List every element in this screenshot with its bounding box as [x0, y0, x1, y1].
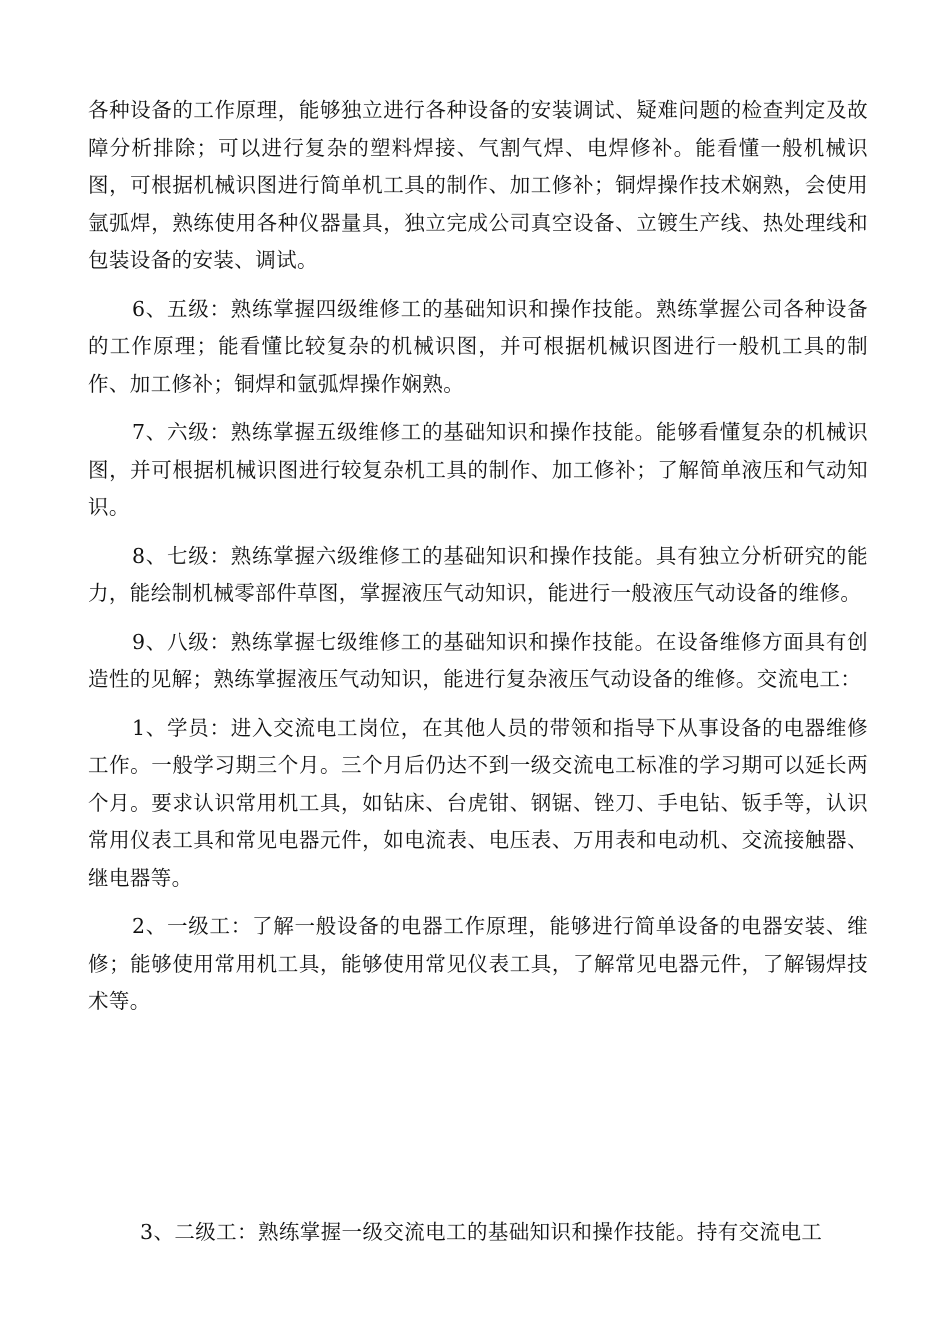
- paragraph-level-7: 8、七级：熟练掌握六级维修工的基础知识和操作技能。具有独立分析研究的能力，能绘制机械零部件草图，掌握液压气动知识，能进行一般液压气动设备的维修。: [88, 543, 868, 605]
- paragraph-electrician-trainee: 1、学员：进入交流电工岗位，在其他人员的带领和指导下从事设备的电器维修工作。一般学习期三个月。三个月后仍达不到一级交流电工标准的学习期可以延长两个月。要求认识常用机工具，如钻床、台虎钳、钢锯、锉刀、手电钻、钣手等，认识常用仪表工具和常见电器元件，如电流表、电压表、万用表和电动机、交流接触器、继电器等。: [88, 715, 868, 890]
- paragraph-level-5: 6、五级：熟练掌握四级维修工的基础知识和操作技能。熟练掌握公司各种设备的工作原理；能看懂比较复杂的机械识图，并可根据机械识图进行一般机工具的制作、加工修补；铜焊和氩弧焊操作娴熟。: [88, 296, 868, 396]
- paragraph-continuation: 各种设备的工作原理，能够独立进行各种设备的安装调试、疑难问题的检查判定及故障分析排除；可以进行复杂的塑料焊接、气割气焊、电焊修补。能看懂一般机械识图，可根据机械识图进行简单机工具的制作、加工修补；铜焊操作技术娴熟，会使用氩弧焊，熟练使用各种仪器量具，独立完成公司真空设备、立镀生产线、热处理线和包装设备的安装、调试。: [88, 98, 868, 272]
- paragraph-level-6: 7、六级：熟练掌握五级维修工的基础知识和操作技能。能够看懂复杂的机械识图，并可根据机械识图进行较复杂机工具的制作、加工修补；了解简单液压和气动知识。: [88, 420, 868, 519]
- paragraph-electrician-level-1: 2、一级工：了解一般设备的电器工作原理，能够进行简单设备的电器安装、维修；能够使用常用机工具，能够使用常见仪表工具，了解常见电器元件，了解锡焊技术等。: [88, 914, 868, 1013]
- document-body: [88, 92, 868, 1021]
- paragraph-level-8: 9、八级：熟练掌握七级维修工的基础知识和操作技能。在设备维修方面具有创造性的见解；熟练掌握液压气动知识，能进行复杂液压气动设备的维修。交流电工：: [88, 629, 868, 691]
- paragraph-electrician-level-2: 3、二级工：熟练掌握一级交流电工的基础知识和操作技能。持有交流电工: [140, 1220, 823, 1244]
